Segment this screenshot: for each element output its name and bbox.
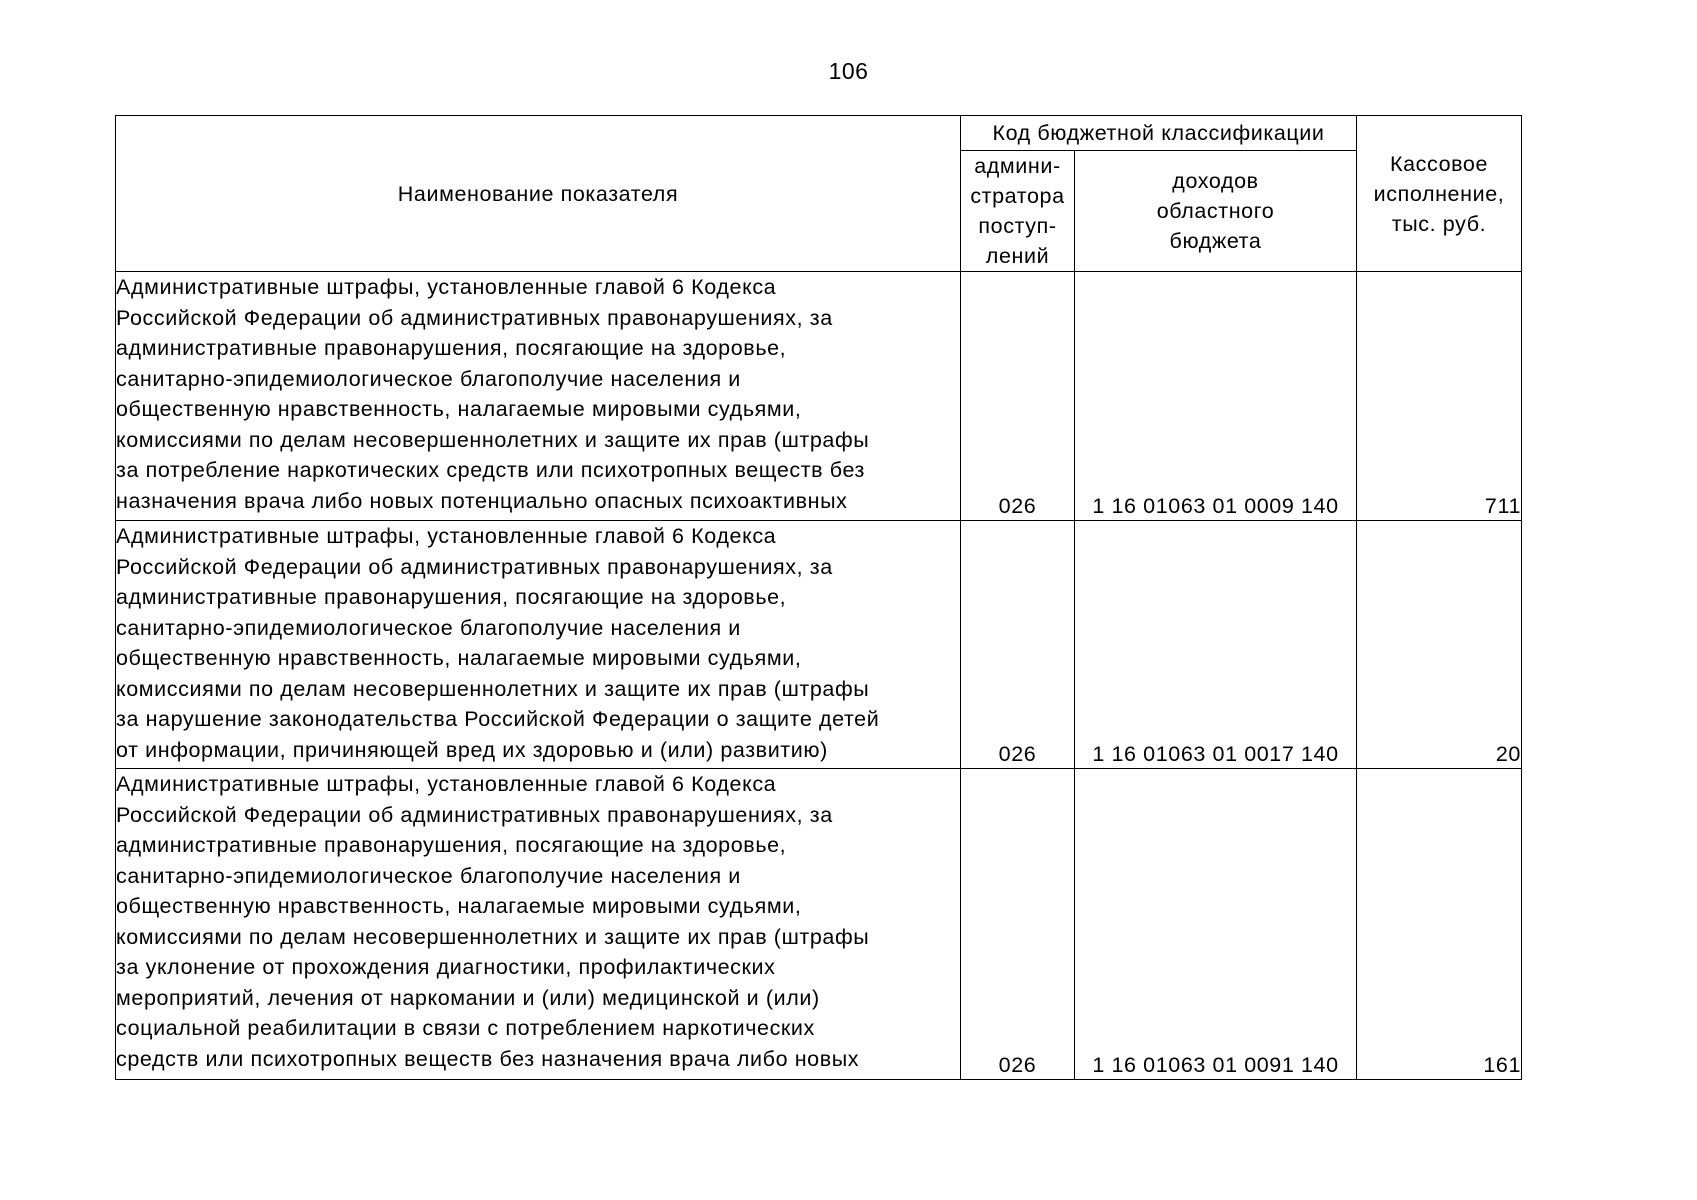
- header-indicator-name: Наименование показателя: [116, 116, 961, 272]
- table-row: [116, 272, 1522, 521]
- header-budget-code: Код бюджетной классификации: [961, 116, 1357, 151]
- row-income-code: 1 16 01063 01 0009 140: [1075, 272, 1357, 521]
- table-row: [116, 521, 1522, 769]
- row-indicator-name: Административные штрафы, установленные главой 6 Кодекса Российской Федерации об административных правонарушениях, за административные правонарушения, посягающие на здоровье, санитарно-эпидемиологическое благополучие населения и общественную нравственность, налагаемые мировыми судьями, комиссиями по делам несовершеннолетних и защите их прав (штрафы за потребление наркотических средств или психотропных веществ без назначения врача либо новых потенциально опасных психоактивных: [116, 272, 961, 521]
- row-admin-code: 026: [961, 521, 1075, 769]
- row-income-code: 1 16 01063 01 0091 140: [1075, 769, 1357, 1080]
- row-income-code: 1 16 01063 01 0017 140: [1075, 521, 1357, 769]
- header-cash-execution: Кассовое исполнение, тыс. руб.: [1357, 116, 1522, 272]
- table-row: [116, 769, 1522, 1080]
- row-indicator-name: Административные штрафы, установленные главой 6 Кодекса Российской Федерации об административных правонарушениях, за административные правонарушения, посягающие на здоровье, санитарно-эпидемиологическое благополучие населения и общественную нравственность, налагаемые мировыми судьями, комиссиями по делам несовершеннолетних и защите их прав (штрафы за уклонение от прохождения диагностики, профилактических мероприятий, лечения от наркомании и (или) медицинской и (или) социальной реабилитации в связи с потреблением наркотических средств или психотропных веществ без назначения врача либо новых: [116, 769, 961, 1080]
- row-indicator-name: Административные штрафы, установленные главой 6 Кодекса Российской Федерации об административных правонарушениях, за административные правонарушения, посягающие на здоровье, санитарно-эпидемиологическое благополучие населения и общественную нравственность, налагаемые мировыми судьями, комиссиями по делам несовершеннолетних и защите их прав (штрафы за нарушение законодательства Российской Федерации о защите детей от информации, причиняющей вред их здоровью и (или) развитию): [116, 521, 961, 769]
- row-cash-value: 161: [1357, 769, 1522, 1080]
- budget-table: [115, 115, 1522, 1080]
- row-admin-code: 026: [961, 769, 1075, 1080]
- header-income-code: доходов областного бюджета: [1075, 151, 1357, 272]
- row-admin-code: 026: [961, 272, 1075, 521]
- row-cash-value: 20: [1357, 521, 1522, 769]
- header-admin-code: админи- стратора поступ- лений: [961, 151, 1075, 272]
- page-number: 106: [828, 58, 869, 84]
- row-cash-value: 711: [1357, 272, 1522, 521]
